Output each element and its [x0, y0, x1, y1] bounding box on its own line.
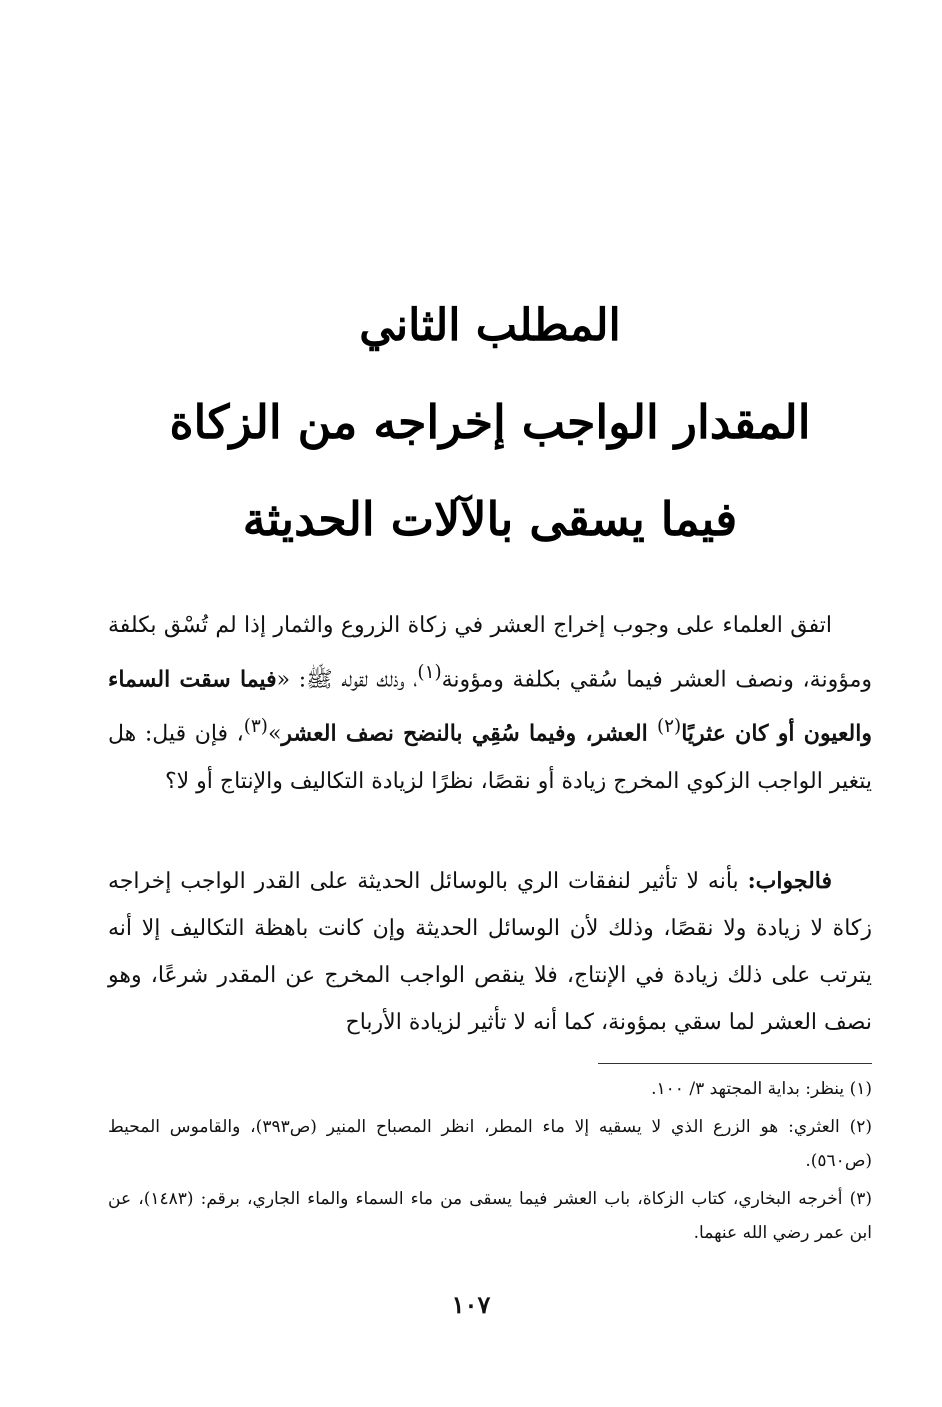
footnote-number: (١)	[849, 1079, 872, 1099]
paragraph-1-text-b: ، وذلك لقوله ﷺ: «	[276, 667, 418, 693]
page-number: ١٠٧	[451, 1290, 491, 1319]
hadith-text-a: فيما سقت السماء والعيون أو كان عثريًا	[108, 666, 872, 747]
footnote-1	[108, 1072, 872, 1106]
paragraph-1-text-a: اتفق العلماء على وجوب إخراج العشر في زكاة الزروع والثمار إذا لم تُسْق بكلفة ومؤونة، ونصف العشر فيما سُقي بكلفة ومؤونة	[108, 613, 872, 693]
answer-lead: فالجواب:	[747, 868, 832, 894]
paragraph-1-text-c: »	[267, 721, 282, 747]
paragraph-1	[108, 602, 872, 805]
footnote-text: أخرجه البخاري، كتاب الزكاة، باب العشر فيما يسقى من ماء السماء والماء الجاري، برقم: (١٤٨٣)، عن ابن عمر رضي الله عنهما.	[108, 1189, 872, 1243]
footnote-3	[108, 1182, 872, 1250]
section-heading-line1: المطلب الثاني	[359, 300, 621, 351]
hadith-text-b: العشر، وفيما سُقِي بالنضح نصف العشر	[281, 720, 658, 747]
paragraph-2-text: بأنه لا تأثير لنفقات الري بالوسائل الحديثة على القدر الواجب إخراجه زكاة لا زيادة ولا نقصًا، وذلك لأن الوسائل الحديثة وإن كانت باهظة التكاليف إلا أنه يترتب على ذلك زيادة في الإنتاج، فلا ينقص الواجب المخرج عن المقدر شرعًا، وهو نصف العشر لما سقي بمؤونة، كما أنه لا تأثير لزيادة الأرباح	[108, 869, 872, 1035]
paragraph-2	[108, 858, 872, 1046]
paragraph-1-text-d: ، فإن قيل: هل يتغير الواجب الزكوي المخرج زيادة أو نقصًا، نظرًا لزيادة التكاليف والإنتاج أو لا؟	[108, 721, 872, 794]
footnote-ref-2: (٢)	[657, 716, 682, 738]
section-heading-line2: المقدار الواجب إخراجه من الزكاة	[169, 395, 811, 449]
footnote-separator	[598, 1063, 872, 1064]
footnote-ref-1: (١)	[417, 662, 442, 683]
footnote-text: ينظر: بداية المجتهد ٣/ ١٠٠.	[651, 1079, 845, 1099]
footnote-ref-3: (٣)	[243, 716, 268, 738]
footnote-number: (٢)	[849, 1117, 872, 1137]
footnotes	[108, 1072, 872, 1254]
footnote-number: (٣)	[849, 1189, 873, 1209]
footnote-text: العثري: هو الزرع الذي لا يسقيه إلا ماء المطر، انظر المصباح المنير (ص٣٩٣)، والقاموس المحيط (ص٥٦٠).	[108, 1117, 872, 1171]
section-heading-line3: فيما يسقى بالآلات الحديثة	[242, 492, 738, 546]
footnote-2	[108, 1110, 872, 1178]
